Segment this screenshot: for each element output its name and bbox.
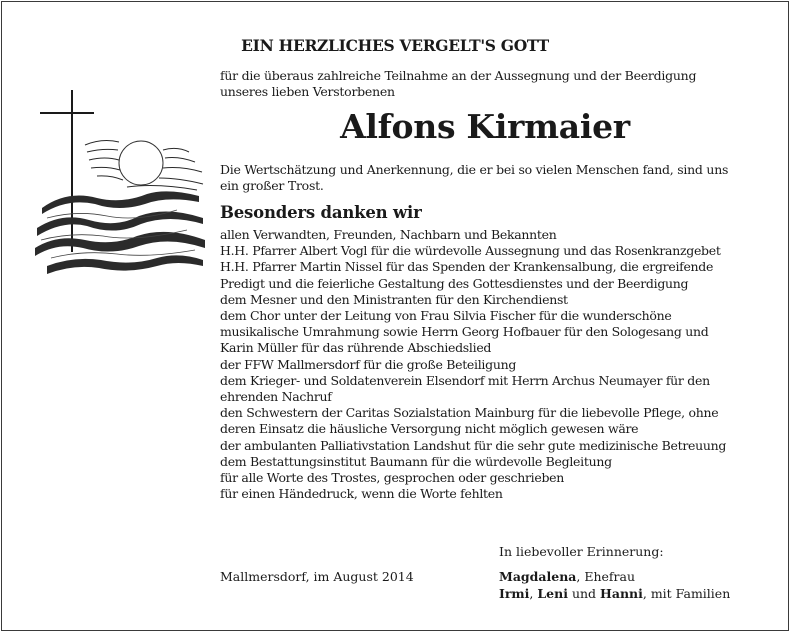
signature-line-2: Irmi, Leni und Hanni, mit Familien bbox=[499, 585, 731, 601]
cross-with-moon-over-sea-icon bbox=[27, 90, 207, 280]
thanks-heading: Besonders danken wir bbox=[220, 203, 422, 222]
esteem-text: Die Wertschätzung und Anerkennung, die er bei so vielen Menschen fand, sind uns ein großer Trost. bbox=[220, 162, 729, 193]
thanks-line: für einen Händedruck, wenn die Worte fehlten bbox=[220, 486, 503, 502]
thanks-list bbox=[220, 227, 765, 502]
closing-text: In liebevoller Erinnerung: bbox=[499, 544, 664, 559]
thanks-line: deren Einsatz die häusliche Versorgung nicht möglich gewesen wäre bbox=[220, 421, 639, 437]
thanks-line: dem Krieger- und Soldatenverein Elsendorf mit Herrn Archus Neumayer für den bbox=[220, 372, 710, 388]
thanks-line: dem Chor unter der Leitung von Frau Silvia Fischer für die wunderschöne bbox=[220, 308, 672, 324]
thanks-line: musikalische Umrahmung sowie Herrn Georg Hofbauer für den Sologesang und bbox=[220, 324, 709, 340]
thanks-line: den Schwestern der Caritas Sozialstation Mainburg für die liebevolle Pflege, ohne bbox=[220, 405, 719, 421]
obituary-card bbox=[1, 1, 789, 631]
thanks-line: dem Bestattungsinstitut Baumann für die würdevolle Begleitung bbox=[220, 453, 612, 469]
thanks-line: ehrenden Nachruf bbox=[220, 389, 332, 405]
page-title: EIN HERZLICHES VERGELT'S GOTT bbox=[241, 36, 549, 55]
thanks-line: allen Verwandten, Freunden, Nachbarn und Bekannten bbox=[220, 227, 557, 242]
thanks-line: für alle Worte des Trostes, gesprochen oder geschrieben bbox=[220, 470, 565, 486]
place-date: Mallmersdorf, im August 2014 bbox=[220, 569, 414, 584]
signature-line-1: Magdalena, Ehefrau bbox=[499, 569, 636, 584]
deceased-name: Alfons Kirmaier bbox=[340, 107, 630, 146]
signatures bbox=[499, 569, 730, 602]
intro-text: für die überaus zahlreiche Teilnahme an der Aussegnung und der Beerdigung unseres lieben Verstorbenen bbox=[220, 68, 697, 99]
thanks-line: dem Mesner und den Ministranten für den Kirchendienst bbox=[220, 291, 568, 307]
thanks-line: H.H. Pfarrer Albert Vogl für die würdevolle Aussegnung und das Rosenkranzgebet bbox=[220, 243, 721, 259]
thanks-line: H.H. Pfarrer Martin Nissel für das Spenden der Krankensalbung, die ergreifende bbox=[220, 259, 714, 275]
thanks-line: der FFW Mallmersdorf für die große Beteiligung bbox=[220, 356, 517, 372]
thanks-line: Predigt und die feierliche Gestaltung des Gottesdienstes und der Beerdigung bbox=[220, 275, 689, 291]
thanks-line: Karin Müller für das rührende Abschiedslied bbox=[220, 340, 492, 356]
thanks-line: der ambulanten Palliativstation Landshut für die sehr gute medizinische Betreuung bbox=[220, 437, 727, 453]
